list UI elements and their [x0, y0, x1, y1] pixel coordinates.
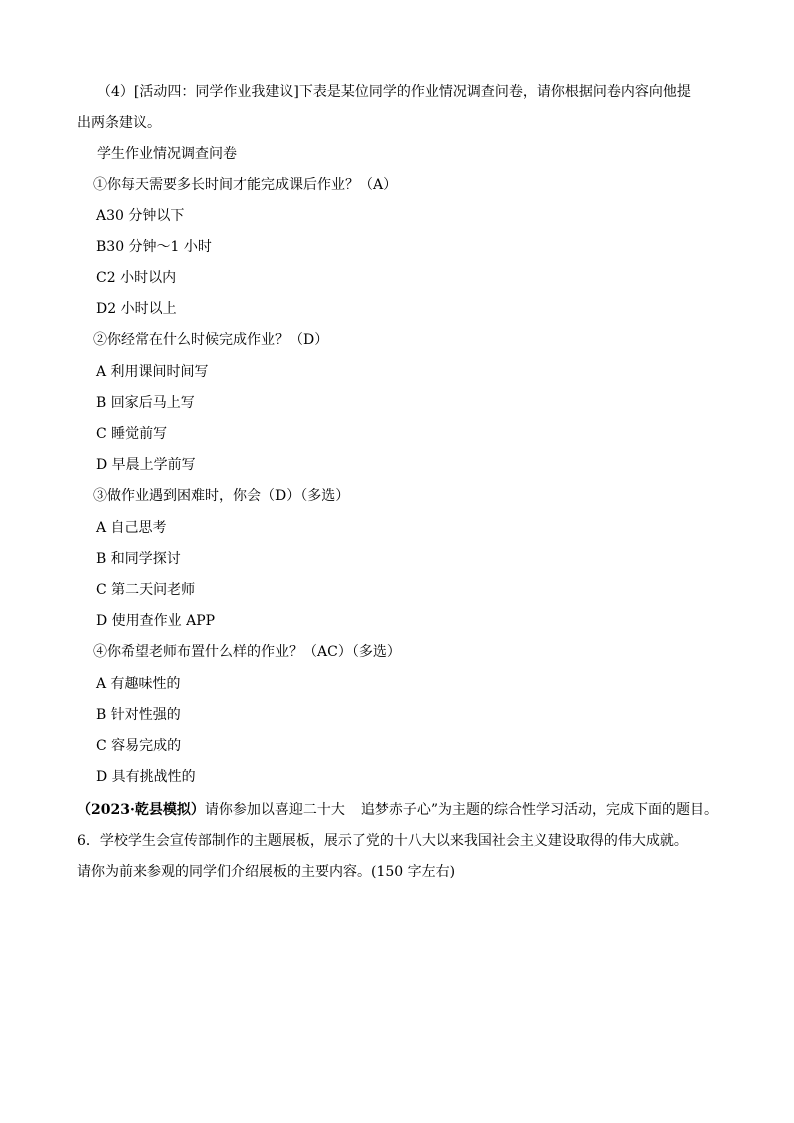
survey-option: B 针对性强的 — [96, 707, 181, 723]
survey-option: C2 小时以内 — [96, 270, 177, 286]
activity-intro-line-2: 出两条建议。 — [77, 115, 161, 131]
survey-option: A 有趣味性的 — [96, 676, 181, 692]
question-6-line-2: 请你为前来参观的同学们介绍展板的主要内容。(150 字左右) — [77, 864, 456, 880]
survey-option: D 具有挑战性的 — [96, 769, 196, 785]
survey-question-3: ③做作业遇到困难时，你会（D）（多选） — [93, 488, 350, 504]
survey-question-4: ④你希望老师布置什么样的作业？（AC）（多选） — [93, 644, 401, 660]
survey-option: D 使用查作业 APP — [96, 613, 216, 629]
survey-question-1: ①你每天需要多长时间才能完成课后作业？（A） — [93, 177, 398, 193]
survey-option: C 容易完成的 — [96, 738, 182, 754]
question-6-line-1: 6．学校学生会宣传部制作的主题展板，展示了党的十八大以来我国社会主义建设取得的伟大成就。 — [77, 833, 688, 849]
exam-source-text-b: 追梦赤子心”为主题的综合性学习活动，完成下面的题目。 — [360, 802, 718, 818]
exam-source-line — [77, 800, 718, 820]
survey-option: B 回家后马上写 — [96, 395, 195, 411]
survey-title: 学生作业情况调查问卷 — [97, 146, 237, 162]
survey-option: A 自己思考 — [96, 520, 167, 536]
survey-option: B30 分钟～1 小时 — [96, 239, 212, 255]
survey-option: D2 小时以上 — [96, 301, 177, 317]
survey-option: A 利用课间时间写 — [96, 364, 209, 380]
survey-option: B 和同学探讨 — [96, 551, 181, 567]
survey-question-2: ②你经常在什么时候完成作业？（D） — [93, 332, 329, 348]
survey-option: C 第二天问老师 — [96, 582, 196, 598]
exam-source-tag: （2023·乾县模拟） — [77, 802, 205, 818]
exam-source-text-a: 请你参加以喜迎二十大 — [204, 802, 345, 818]
survey-option: D 早晨上学前写 — [96, 457, 196, 473]
activity-intro-line-1: （4）[活动四：同学作业我建议]下表是某位同学的作业情况调查问卷，请你根据问卷内容向他提 — [97, 84, 691, 100]
survey-option: A30 分钟以下 — [96, 208, 185, 224]
survey-option: C 睡觉前写 — [96, 426, 168, 442]
